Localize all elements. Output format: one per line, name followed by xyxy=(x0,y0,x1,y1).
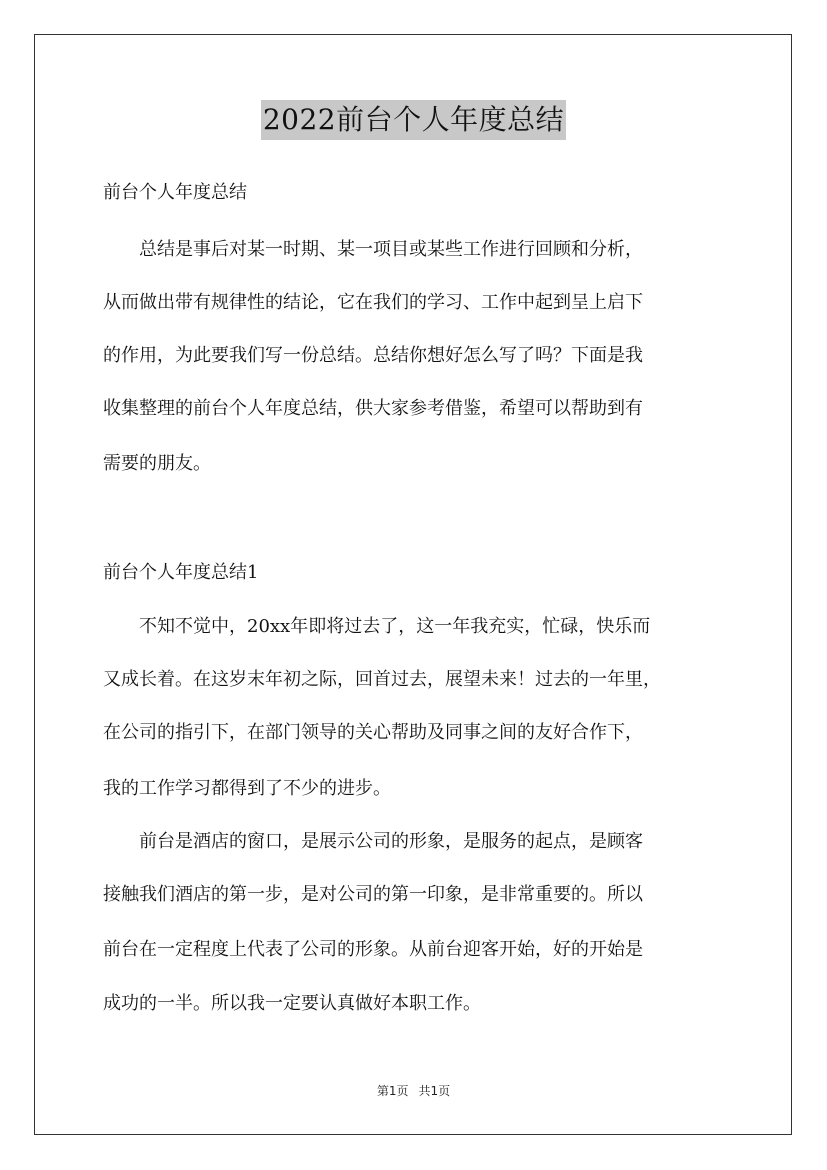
page-number-current: 第1页 xyxy=(376,1084,409,1098)
intro-line: 收集整理的前台个人年度总结，供大家参考借鉴，希望可以帮助到有 xyxy=(103,398,643,419)
paragraph-line: 不知不觉中，20xx年即将过去了，这一年我充实，忙碌，快乐而 xyxy=(103,616,651,637)
intro-line: 需要的朋友。 xyxy=(103,453,211,474)
intro-line: 总结是事后对某一时期、某一项目或某些工作进行回顾和分析， xyxy=(103,239,643,260)
paragraph-line: 前台在一定程度上代表了公司的形象。从前台迎客开始，好的开始是 xyxy=(103,939,643,960)
page-footer xyxy=(0,1083,827,1099)
paragraph-line: 接触我们酒店的第一步，是对公司的第一印象，是非常重要的。所以 xyxy=(103,884,643,905)
intro-line: 从而做出带有规律性的结论，它在我们的学习、工作中起到呈上启下 xyxy=(103,292,643,313)
paragraph-line: 我的工作学习都得到了不少的进步。 xyxy=(103,778,391,799)
intro-line: 的作用，为此要我们写一份总结。总结你想好怎么写了吗？下面是我 xyxy=(103,345,643,366)
document-title: 2022前台个人年度总结 xyxy=(261,100,566,140)
page-number-total: 共1页 xyxy=(418,1084,451,1098)
paragraph-line: 成功的一半。所以我一定要认真做好本职工作。 xyxy=(103,993,481,1014)
paragraph-line: 前台是酒店的窗口，是展示公司的形象，是服务的起点，是顾客 xyxy=(103,831,643,852)
title-container xyxy=(0,100,827,140)
subtitle: 前台个人年度总结 xyxy=(103,182,247,203)
section-heading: 前台个人年度总结1 xyxy=(103,562,259,583)
paragraph-line: 在公司的指引下，在部门领导的关心帮助及同事之间的友好合作下， xyxy=(103,722,643,743)
paragraph-line: 又成长着。在这岁末年初之际，回首过去，展望未来！过去的一年里， xyxy=(103,669,661,690)
